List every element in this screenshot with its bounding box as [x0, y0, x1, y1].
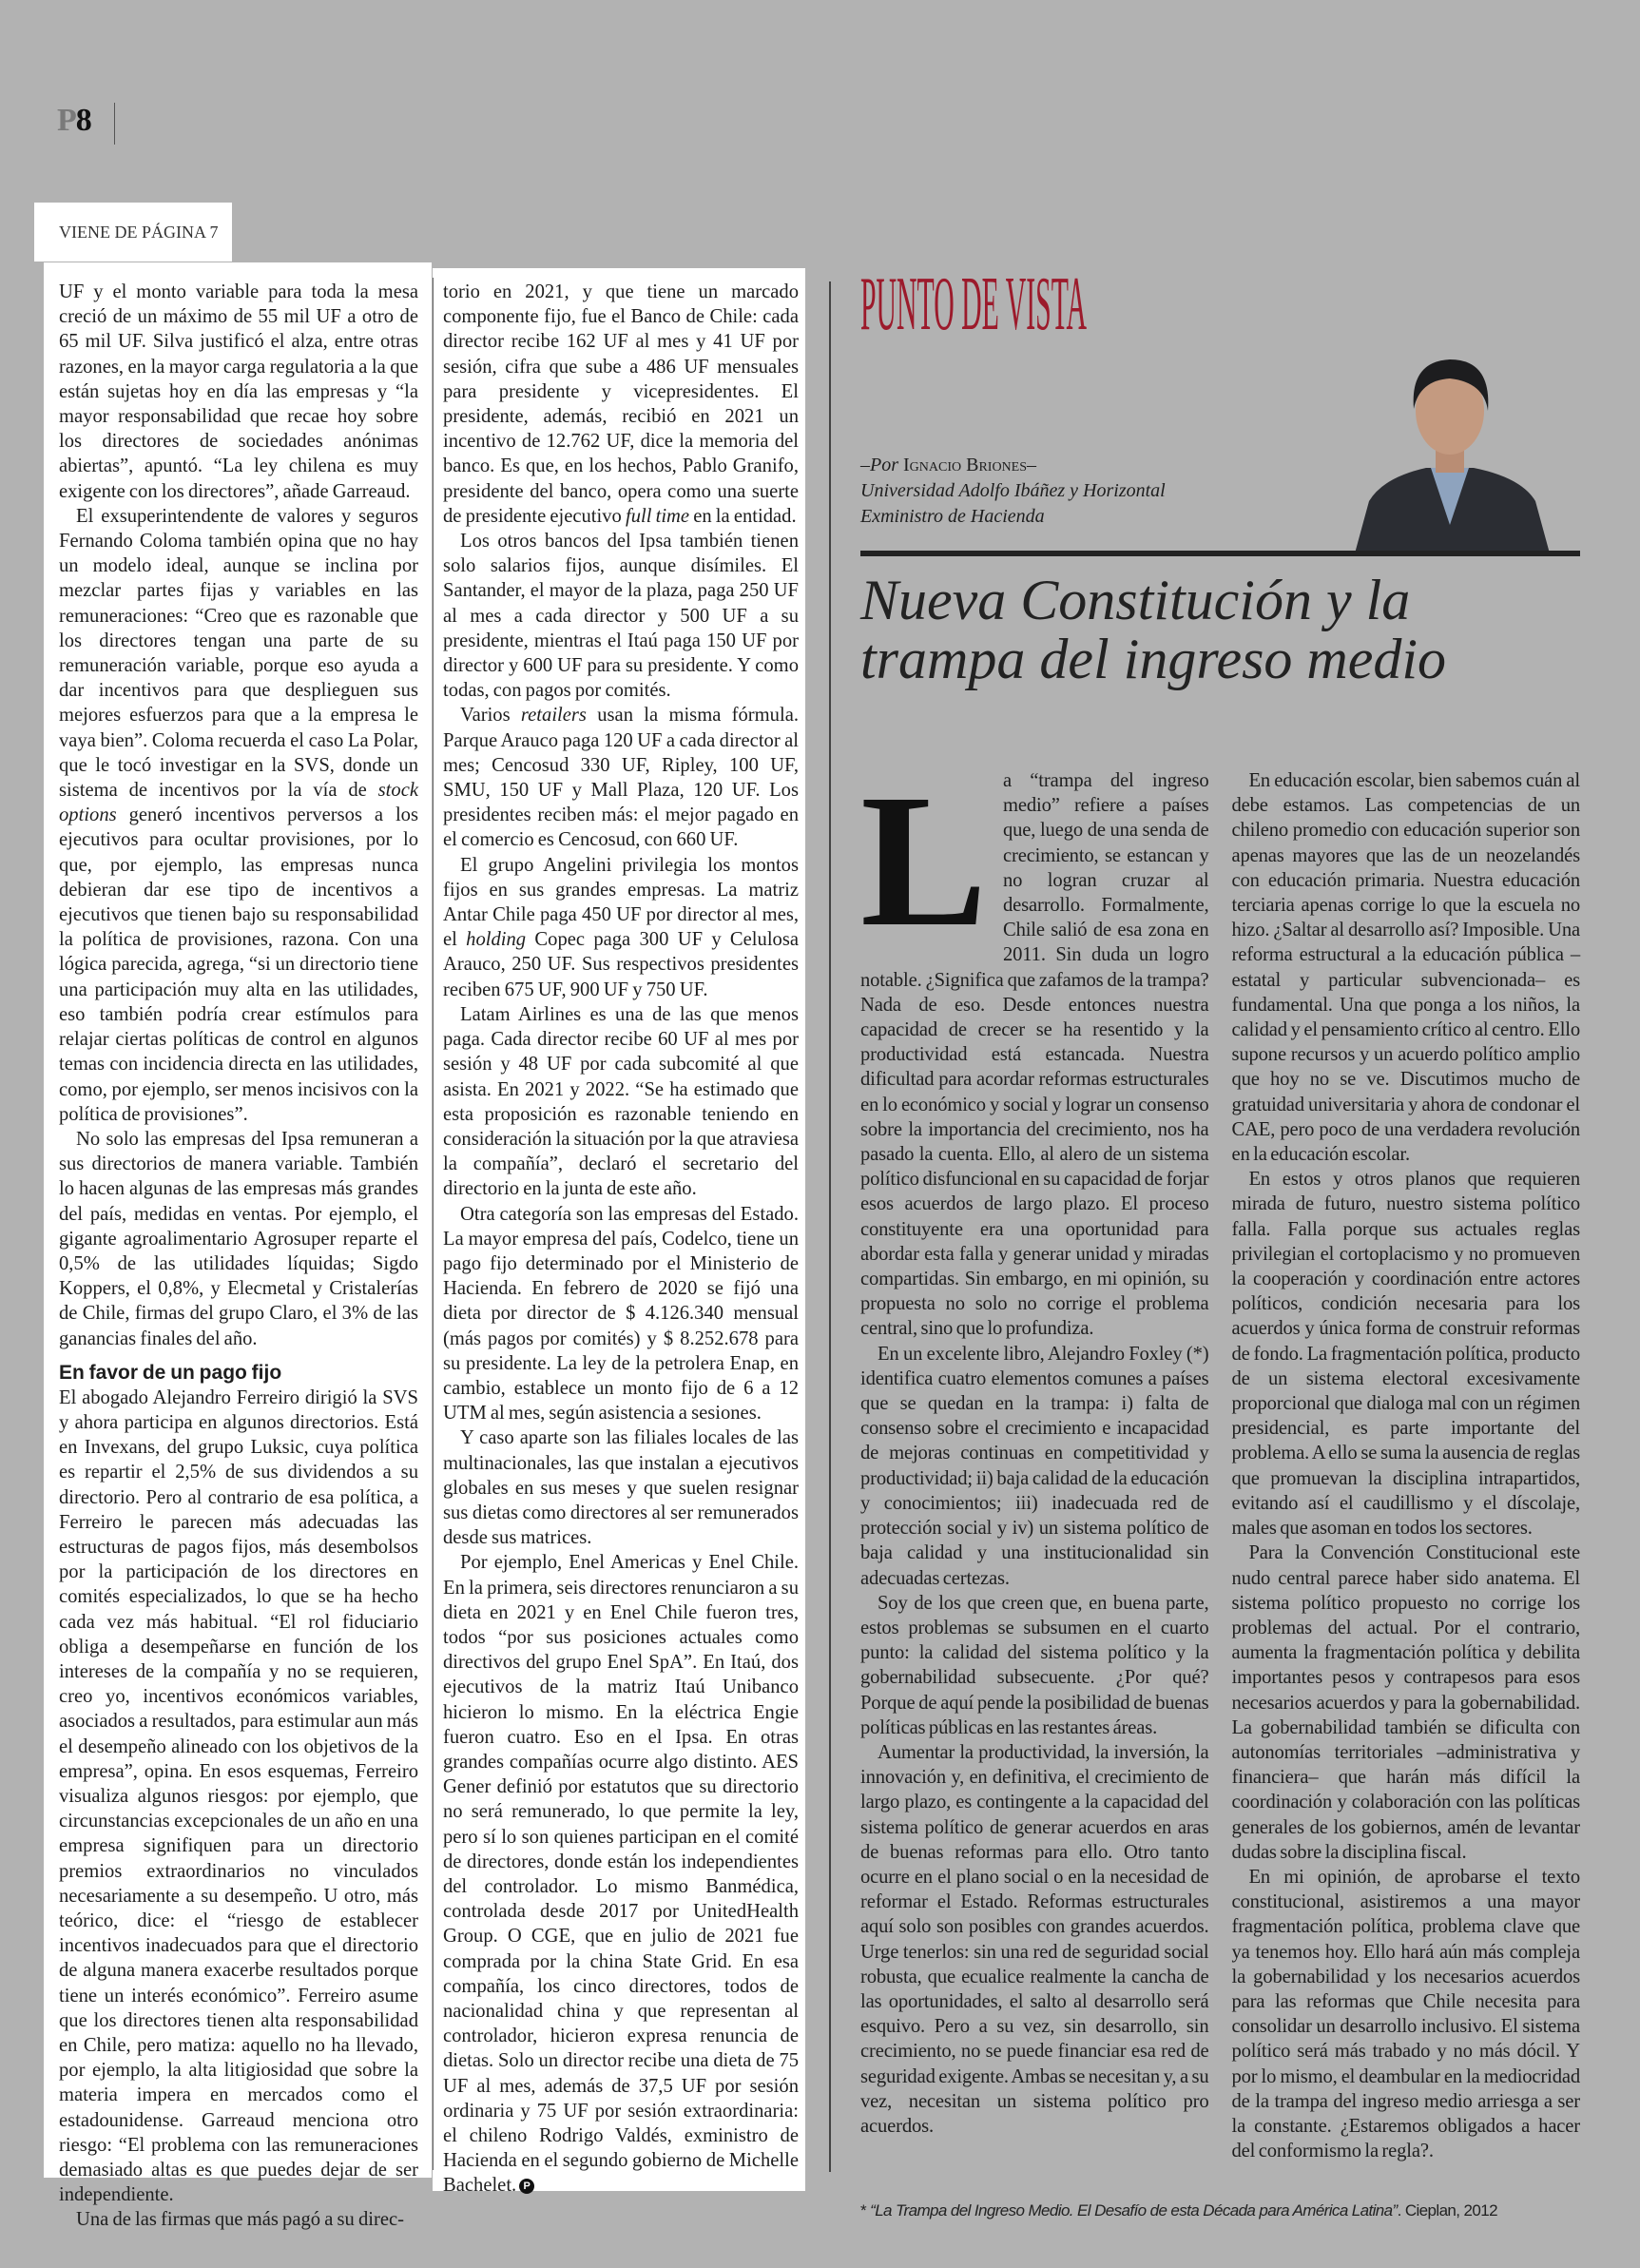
- paragraph: [443, 280, 799, 529]
- continued-from-label: VIENE DE PÁGINA 7: [34, 203, 232, 262]
- paragraph: [860, 1342, 1209, 1591]
- footnote-source: . Cieplan, 2012: [1397, 2201, 1497, 2220]
- headline-rule: [860, 551, 1580, 556]
- paragraph: [443, 853, 799, 1002]
- page-number-divider: [114, 103, 115, 145]
- text-run: Varios: [460, 705, 521, 727]
- italic-term: full time: [626, 505, 690, 527]
- paragraph: [1232, 768, 1581, 1167]
- paragraph: [59, 1127, 418, 1351]
- paragraph: [443, 1550, 799, 2198]
- text-run: Otra categoría son las empresas del Estado. La mayor empresa del país, Codelco, tiene un pago fijo determinado por el Ministerio de Hacienda. En febrero de 2020 se fijó una dieta por director de $ 4.126.340 mensual (más pagos por comités) y $ 8.252.678 para su presidente. La ley de la petrolera Enap, en cambio, establece un monto fijo de 6 a 12 UTM al mes, según asistencia a sesiones.: [443, 1203, 799, 1425]
- article-column-1: [59, 280, 418, 2233]
- footnote-mark: *: [860, 2201, 871, 2220]
- opinion-headline: Nueva Constitución y la trampa del ingreso medio: [860, 569, 1447, 690]
- footnote: [860, 2201, 1580, 2220]
- footnote-title: “La Trampa del Ingreso Medio. El Desafío de esta Década para América Latina”: [870, 2201, 1398, 2220]
- paragraph: [443, 1002, 799, 1202]
- paragraph: [1232, 1541, 1581, 1865]
- paragraph: [59, 280, 418, 504]
- paragraph: [860, 1740, 1209, 2139]
- paragraph: [59, 1386, 418, 2208]
- paragraph: [1232, 1167, 1581, 1541]
- text-run: Soy de los que creen que, en buena parte, estos problemas se subsumen en el cuarto punto: la calidad del sistema político y la gobernabilidad subsecuente. ¿Por qué? Porque de aquí pende la posibilidad de buenas políticas públicas en las restantes áreas.: [860, 1592, 1209, 1738]
- paragraph: [443, 529, 799, 703]
- text-run: En mi opinión, de aprobarse el texto constitucional, asistiremos a una mayor fragmentación política, problema clave que ya tenemos hoy. Ello hará aún más compleja la gobernabilidad y los necesarios acuerdos para las reformas que Chile necesita para consolidar un desarrollo inclusivo. El sistema político será más trabado y no más dócil. Y por lo mismo, el deambular en la mediocridad de la trampa del ingreso medio arriesga a ser la constante. ¿Estaremos obligados a hacer del conformismo la regla?.: [1231, 1866, 1580, 2162]
- author-role: Exministro de Hacienda: [860, 506, 1045, 527]
- text-run: Los otros bancos del Ipsa también tienen solo salarios fijos, aunque disímiles. El Santander, el mayor de la plaza, paga 250 UF al mes a cada director y 500 UF a su presidente, mientras el Itaú paga 150 UF por director y 600 UF para su presidente. Y como todas, con pagos por comités.: [443, 531, 799, 702]
- article-column-2: [443, 280, 799, 2199]
- byline-suffix: –: [1027, 455, 1036, 475]
- section-divider: [829, 281, 831, 2172]
- text-run: Aumentar la productividad, la inversión, la innovación y, en definitiva, el crecimiento de largo plazo, es contingente a la capacidad del sistema político de generar acuerdos en aras de buenas reformas para ello. Otro tanto ocurre en el plano social o en la necesidad de reformar el Estado. Reformas estructurales aquí solo son posibles con grandes acuerdos. Urge tenerlos: sin una red de seguridad social robusta, que ecualice realmente la cancha de las oportunidades, el salto al desarrollo será esquivo. Pero a su vez, sin desarrollo, sin crecimiento, no se puede financiar esa red de seguridad exigente. Ambas se necesitan y, a su vez, necesitan un sistema político pro acuerdos.: [860, 1741, 1209, 2137]
- text-run: usan la misma fórmula. Parque Arauco paga 120 UF a cada director al mes; Cencosud 330 UF, Ripley, 100 UF, SMU, 150 UF y Mall Plaza, 120 UF. Los presidentes reciben más: el mejor pagado en el comercio es Cencosud, con 660 UF.: [443, 705, 799, 851]
- byline-prefix: –Por: [860, 455, 898, 475]
- text-run: en la entidad.: [689, 505, 797, 527]
- text-run: Latam Airlines es una de las que menos paga. Cada director recibe 60 UF al mes por sesión y 48 UF por cada subcomité al que asista. En 2021 y 2022. “Se ha estimado que esta proposición es razonable teniendo en consideración la situación por la que atraviesa la compañía”, declaró el secretario del directorio en la junta de este año.: [443, 1003, 799, 1200]
- text-run: El grupo Angelini privilegia los montos fijos en sus grandes empresas. La matriz Antar Chile paga 450 UF por director al mes, el: [443, 854, 799, 951]
- drop-cap: L: [860, 756, 988, 966]
- paragraph: [1232, 1865, 1581, 2163]
- text-run: En estos y otros planos que requieren mirada de futuro, nuestro sistema político falla. Falla porque sus actuales reglas privilegian el cortoplacismo y no promueven la cooperación y coordinación entre actores políticos, condición necesaria para los acuerdos y única forma de construir reformas de fondo. La fragmentación política, producto de un sistema electoral excesivamente proporcional que dialoga mal con un régimen presidencial, es parte importante del problema. A ello se suma la ausencia de reglas que promuevan la disciplina intrapartidos, evitando así el caudillismo y el díscolaje, males que asoman en todos los sectores.: [1231, 1169, 1580, 1540]
- italic-term: holding: [466, 929, 527, 951]
- author-affiliation: Universidad Adolfo Ibáñez y Horizontal: [860, 480, 1166, 501]
- text-run: Una de las firmas que más pagó a su direc-: [76, 2209, 404, 2231]
- end-of-article-logo-icon: P: [519, 2179, 534, 2194]
- text-run: UF y el monto variable para toda la mesa creció de un máximo de 55 mil UF a otro de 65 mil UF. Silva justificó el alza, entre otras razones, en la mayor carga regulatoria a la que están sujetas hoy en día las empresas y “la mayor responsabilidad que recae hoy sobre los directores de sociedades anónimas abiertas”, apuntó. “La ley chilena es muy exigente con los directores”, añade Garreaud.: [59, 281, 418, 502]
- text-run: Y caso aparte son las filiales locales de las multinacionales, las que instalan a ejecutivos globales en sus meses y que suelen resignar sus dietas como directores al ser remunerados desde sus matrices.: [443, 1427, 799, 1549]
- text-run: El abogado Alejandro Ferreiro dirigió la SVS y ahora participa en algunos directorios. Está en Invexans, del grupo Luksic, cuya política es repartir el 2,5% de sus dividendos a su directorio. Pero al contrario de esa política, a Ferreiro le parecen más adecuadas las estructuras de pagos fijos, más desembolsos por la participación de los directores en comités especializados, lo que se ha hecho cada vez más habitual. “El rol fiduciario obliga a desempeñarse en función de los intereses de la compañía y no se requieren, creo yo, incentivos económicos variables, asociados a resultados, para estimular aun más el desempeño alineado con los objetivos de la empresa”, opina. En esos esquemas, Ferreiro visualiza algunos riesgos: por ejemplo, que circunstancias excepcionales de un año en una empresa signifiquen para un directorio premios extraordinarios no vinculados necesariamente a su desempeño. U otro, más teórico, dice: el “riesgo de establecer incentivos inadecuados para que el directorio de alguna manera exacerbe resultados porque tiene un interés económico”. Ferreiro asume que los directores tienen alta responsabilidad en Chile, pero matiza: aquello no ha llevado, por ejemplo, la alta litigiosidad que sobre la materia impera en mercados como el estadounidense. Garreaud menciona otro riesgo: “El problema con las remuneraciones demasiado altas es que puedes dejar de ser independiente.: [59, 1386, 418, 2206]
- column-divider: [433, 278, 434, 2170]
- paragraph: [59, 504, 418, 1127]
- paragraph: [443, 1202, 799, 1426]
- author-name: Ignacio Briones: [903, 455, 1027, 475]
- section-title-text: PUNTO DE VISTA: [860, 262, 1088, 346]
- page-number-value: 8: [75, 103, 91, 138]
- page-prefix: P: [57, 103, 76, 138]
- text-run: Por ejemplo, Enel Americas y Enel Chile. En la primera, seis directores renunciaron a su dieta en 2021 y en Enel Chile fueron tres, todos “por sus posiciones actuales como directivos del grupo Enel SpA”. En Itaú, dos ejecutivos de la matriz Itaú Unibanco hicieron lo mismo. En la eléctrica Engie fueron cuatro. Eso en el Ipsa. En otras grandes compañías ocurre algo distinto. AES Gener definió por estatutos que su directorio no será remunerado, lo que permite la ley, pero sí lo son quienes participan en el comité de directores, donde están los independientes del controlador. Lo mismo Banmédica, controlada desde 2017 por UnitedHealth Group. O CGE, que en julio de 2021 fue comprada por la china State Grid. En esa compañía, los cinco directores, todos de nacionalidad china y que representan al controlador, hicieron expresa renuncia de dietas. Solo un director recibe una dieta de 75 UF al mes, además de 37,5 UF por sesión ordinaria y 75 UF por sesión extraordinaria: el chileno Rodrigo Valdés, exministro de Hacienda en el segundo gobierno de Michelle Bachelet.: [443, 1552, 799, 2197]
- paragraph: [443, 1425, 799, 1550]
- text-run: a “trampa del ingreso medio” refiere a países que, luego de una senda de crecimiento, se estancan y no logran cruzar al desarrollo. Formalmente, Chile salió de esa zona en 2011. Sin duda un logro notable. ¿Significa que zafamos de la trampa? Nada de eso. Desde entonces nuestra capacidad de crecer se ha resentido y la productividad está estancada. Nuestra dificultad para acordar reformas estructurales en lo económico y social y lograr un consenso sobre la importancia del crecimiento, nos ha pasado la cuenta. Ello, al alero de un sistema político disfuncional en su capacidad de forjar esos acuerdos de largo plazo. El proceso constituyente era una oportunidad para abordar esta falla y generar unidad y miradas compartidas. Sin embargo, en mi opinión, su propuesta no solo no corrige el problema central, sino que lo profundiza.: [860, 770, 1209, 1340]
- page-number: [57, 103, 91, 139]
- subheading: En favor de un pago fijo: [59, 1361, 282, 1384]
- italic-term: retailers: [520, 705, 587, 727]
- text-run: generó incentivos perversos a los ejecutivos para ocultar provisiones, por lo que, por ejemplo, las empresas nunca debieran dar ese tipo de incentivos a ejecutivos que tienen bajo su responsabilidad la política de provisiones, razona. Con una lógica parecida, agrega, “si un directorio tiene una participación muy alta en las utilidades, eso también podría crear estímulos para relajar ciertas políticas de control en algunos temas con incidencia directa en las utilidades, como, por ejemplo, ser menos incisivos con la política de provisiones”.: [59, 804, 418, 1125]
- text-run: No solo las empresas del Ipsa remuneran a sus directorios de manera variable. También lo hacen algunas de las empresas más grandes del país, medidas en ventas. Por ejemplo, el gigante agroalimentario Agrosuper reparte el 0,5% de las utilidades líquidas; Sigdo Koppers, el 0,8%, y Elecmetal y Cristalerías de Chile, firmas del grupo Claro, el 3% de las ganancias finales del año.: [59, 1128, 418, 1349]
- text-run: En educación escolar, bien sabemos cuán al debe estamos. Las competencias de un chileno promedio con educación superior son apenas mayores que las de un neozelandés con educación primaria. Nuestra educación terciaria apenas corrige lo que la escuela no hizo. ¿Saltar al desarrollo así? Imposible. Una reforma estructural a la educación pública –estatal y particular subvencionada– es fundamental. Una que ponga a los niños, la calidad y el pensamiento crítico al centro. Ello supone recursos y un acuerdo político amplio que hoy no se ve. Discutimos mucho de gratuidad universitaria y ahora de condonar el CAE, pero poco de una verdadera revolución en la educación escolar.: [1231, 770, 1580, 1166]
- paragraph: [860, 1591, 1209, 1740]
- paragraph: [860, 756, 1209, 1342]
- author-photo: [1336, 335, 1564, 553]
- byline: [860, 453, 1166, 530]
- text-run: Copec paga 300 UF y Celulosa Arauco, 250 UF. Sus respectivos presidentes reciben 675 UF, 900 UF y 750 UF.: [443, 929, 799, 1000]
- opinion-body-wrapper: [860, 756, 1580, 2220]
- opinion-body: [860, 756, 1580, 2163]
- text-run: Para la Convención Constitucional este nudo central parece haber sido anatema. El sistema político propuesto no corrige los problemas del actual. Por el contrario, aumenta la fragmentación política y debilita importantes pesos y contrapesos para esos necesarios acuerdos y para la gobernabilidad. La gobernabilidad también se dificulta con autonomías territoriales –administrativa y financiera– que harán más difícil la coordinación y colaboración con las políticas generales de los gobiernos, amén de levantar dudas sobre la disciplina fiscal.: [1231, 1542, 1580, 1863]
- text-run: torio en 2021, y que tiene un marcado componente fijo, fue el Banco de Chile: cada director recibe 162 UF al mes y 41 UF por sesión, cifra que sube a 486 UF mensuales para presidente y vicepresidentes. El presidente, además, recibió en 2021 un incentivo de 12.762 UF, dice la memoria del banco. Es que, en los hechos, Pablo Granifo, presidente del banco, opera como una suerte de presidente ejecutivo: [443, 281, 799, 527]
- text-run: En un excelente libro, Alejandro Foxley (*) identifica cuatro elementos comunes a países que se quedan en la trampa: i) falta de consenso sobre el crecimiento e incapacidad de mejoras continuas en competitividad y productividad; ii) baja calidad de la educación y conocimientos; iii) inadecuada red de protección social y iv) un sistema político de baja calidad y una institucionalidad sin adecuadas certezas.: [860, 1343, 1209, 1589]
- paragraph: [59, 2207, 418, 2232]
- italic-term: stock options: [59, 780, 418, 826]
- text-run: El exsuperintendente de valores y seguros Fernando Coloma también opina que no hay un modelo ideal, aunque se inclina por mezclar partes fijas y variables en las remuneraciones: “Creo que es razonable que los directores tengan una parte de su remuneración variable, porque eso ayuda a dar incentivos para que desplieguen sus mejores esfuerzos para que a la empresa le vaya bien”. Coloma recuerda el caso La Polar, que le tocó investigar en la SVS, donde un sistema de incentivos por la vía de: [59, 505, 418, 802]
- paragraph: [443, 703, 799, 852]
- section-title: [860, 262, 1089, 346]
